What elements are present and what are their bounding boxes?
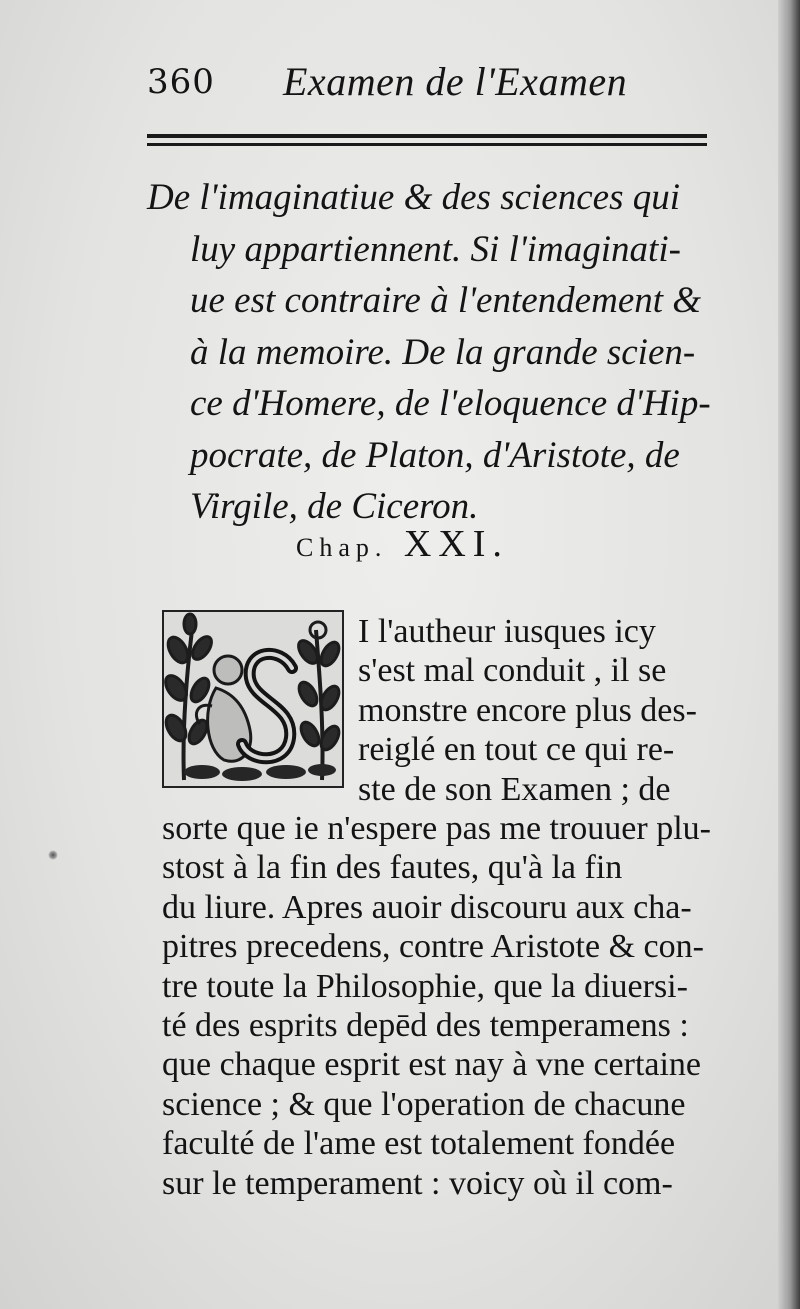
- body-line: té des esprits depēd des temperamens :: [162, 1007, 689, 1045]
- chapter-heading: [147, 172, 737, 533]
- chapter-numeral: XXI.: [403, 523, 509, 565]
- page-gutter-shadow: [778, 0, 800, 1309]
- ink-smudge: [48, 850, 58, 860]
- body-line: ste de son Examen ; de: [358, 770, 671, 808]
- body-line: stost à la fin des fautes, qu'à la fin: [162, 849, 623, 887]
- heading-line: De l'imaginatiue & des sciences qui: [147, 177, 680, 218]
- chapter-word: Chap.: [296, 533, 388, 562]
- body-line: sorte que ie n'espere pas me trouuer plu-: [162, 810, 711, 848]
- body-line: faculté de l'ame est totalement fondée: [162, 1125, 676, 1163]
- body-line: tre toute la Philosophie, que la diuersi-: [162, 967, 688, 1005]
- body-line: que chaque esprit est nay à vne certaine: [162, 1046, 702, 1084]
- body-line: pitres precedens, contre Aristote & con-: [162, 928, 704, 966]
- heading-line: à la memoire. De la grande scien-: [190, 331, 696, 373]
- page-header: [147, 52, 707, 108]
- body-line: I l'autheur iusques icy: [358, 613, 656, 650]
- body-line: du liure. Apres auoir discouru aux cha-: [162, 888, 692, 926]
- body-line: monstre encore plus des-: [358, 691, 697, 729]
- body-line: s'est mal conduit , il se: [358, 652, 667, 690]
- page-number: 360: [147, 62, 215, 102]
- heading-line: ue est contraire à l'entendement &: [190, 280, 702, 321]
- body-text: [162, 612, 742, 1203]
- header-rule-top: [147, 134, 707, 138]
- heading-line: luy appartiennent. Si l'imaginati-: [190, 228, 681, 270]
- heading-line: pocrate, de Platon, d'Aristote, de: [190, 434, 680, 476]
- header-rule-bottom: [147, 143, 707, 146]
- chapter-number: [296, 522, 509, 566]
- body-line: reiglé en tout ce qui re-: [358, 731, 675, 769]
- heading-line: ce d'Homere, de l'eloquence d'Hip-: [190, 383, 711, 424]
- heading-line: Virgile, de Ciceron.: [190, 486, 479, 527]
- body-line: science ; & que l'operation de chacune: [162, 1085, 686, 1123]
- running-title: Examen de l'Examen: [283, 59, 628, 104]
- body-line: sur le temperament : voicy où il com-: [162, 1164, 673, 1202]
